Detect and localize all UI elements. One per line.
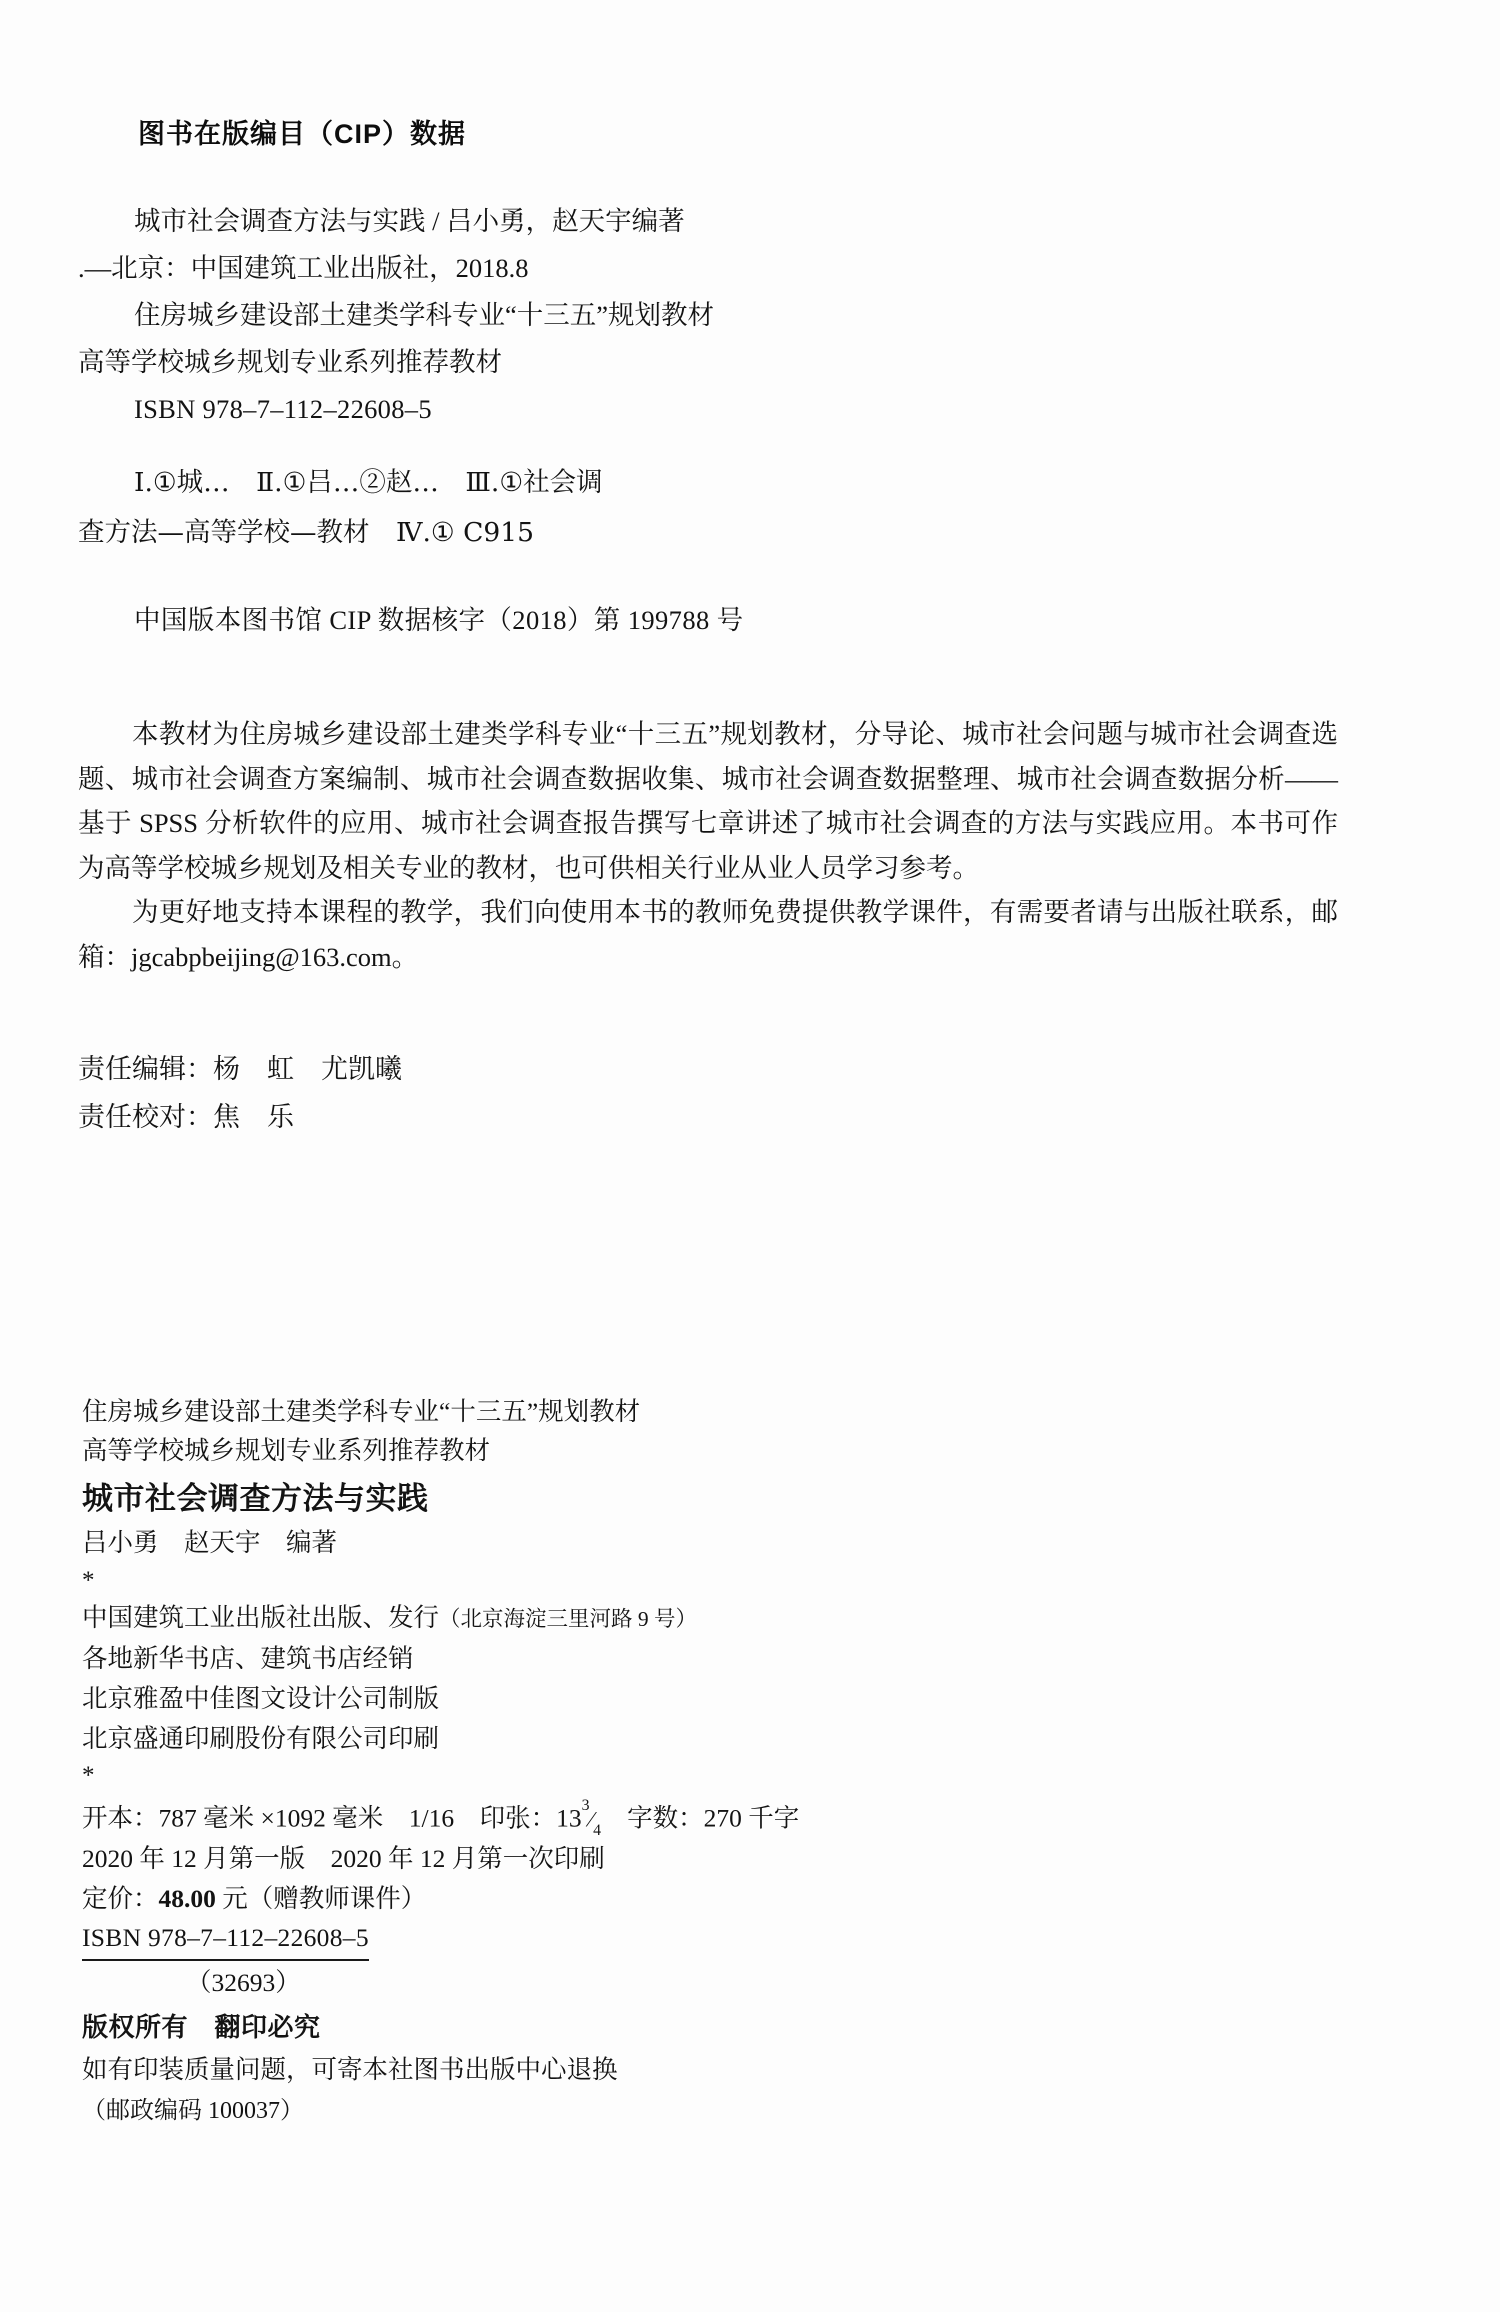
fraction-numerator: 3 — [581, 1796, 590, 1814]
colophon-star-divider-bottom: * — [82, 1762, 95, 1789]
return-policy-notice: 如有印装质量问题，可寄本社图书出版中心退换 — [82, 2054, 618, 2084]
cip-series-line-2: 高等学校城乡规划专业系列推荐教材 — [78, 347, 502, 377]
responsible-editor: 责任编辑：杨 虹 尤凯曦 — [78, 1054, 402, 1084]
colophon-authors: 吕小勇 赵天宇 编著 — [82, 1528, 338, 1557]
cip-class-line-1: Ⅰ.①城… Ⅱ.①吕…②赵… Ⅲ.①社会调 — [134, 467, 603, 498]
colophon-publisher — [82, 1598, 1082, 1639]
fraction-slash: ⁄ — [589, 1807, 594, 1832]
colophon-publisher-address: （北京海淀三里河路 9 号） — [439, 1607, 698, 1631]
colophon-publisher-main: 中国建筑工业出版社出版、发行 — [82, 1603, 440, 1632]
colophon-book-title: 城市社会调查方法与实践 — [82, 1481, 429, 1516]
cip-title-line: 城市社会调查方法与实践 / 吕小勇，赵天宇编著 — [134, 206, 685, 236]
abstract-paragraph-1: 本教材为住房城乡建设部土建类学科专业“十三五”规划教材，分导论、城市社会问题与城市社会调查选题、城市社会调查方案编制、城市社会调查数据收集、城市社会调查数据整理、城市社会调查数据分析——基于 SPSS 分析软件的应用、城市社会调查报告撰写七章讲述了城市社会调查的方法与实践应用。本书可作为高等学校城乡规划及相关专业的教材，也可供相关行业从业人员学习参考。 — [78, 719, 1338, 883]
abstract-paragraph-2: 为更好地支持本课程的教学，我们向使用本书的教师免费提供教学课件，有需要者请与出版社联系，邮箱：jgcabpbeijing@163.com。 — [78, 897, 1338, 972]
editorial-credits — [78, 1045, 402, 1141]
fraction-denominator: 4 — [593, 1822, 602, 1840]
cip-classification — [78, 458, 1128, 558]
colophon-distribution: 各地新华书店、建筑书店经销 — [82, 1644, 414, 1673]
colophon-typesetting: 北京雅盈中佳图文设计公司制版 — [82, 1684, 440, 1713]
colophon-series-line-2: 高等学校城乡规划专业系列推荐教材 — [82, 1436, 491, 1465]
colophon-internal-code: （32693） — [186, 1967, 301, 1997]
colophon-isbn: ISBN 978–7–112–22608–5 — [82, 1919, 369, 1961]
print-sheet-fraction — [581, 1793, 602, 1840]
cip-class-line-2: 查方法—高等学校—教材 Ⅳ.① C915 — [78, 517, 534, 548]
responsible-proofreader: 责任校对：焦 乐 — [78, 1102, 294, 1132]
price-value: 48.00 — [158, 1883, 216, 1913]
colophon-star-divider-top: * — [82, 1567, 95, 1594]
cip-series-line-1: 住房城乡建设部土建类学科专业“十三五”规划教材 — [134, 300, 715, 330]
colophon-format-line — [82, 1793, 1082, 1839]
cip-isbn-line: ISBN 978–7–112–22608–5 — [134, 394, 432, 424]
colophon-format-suffix: 字数：270 千字 — [601, 1803, 800, 1833]
colophon-format-prefix: 开本：787 毫米 ×1092 毫米 1/16 印张：13 — [82, 1803, 582, 1833]
cip-verification-line: 中国版本图书馆 CIP 数据核字（2018）第 199788 号 — [134, 605, 744, 635]
price-label: 定价： — [82, 1883, 159, 1913]
copyright-notice: 版权所有 翻印必究 — [82, 2011, 321, 2042]
colophon — [82, 1392, 1082, 2131]
book-abstract — [78, 712, 1338, 979]
cip-publisher-line: .—北京：中国建筑工业出版社，2018.8 — [78, 253, 529, 283]
postal-code: （邮政编码 100037） — [82, 2097, 304, 2124]
colophon-series-line-1: 住房城乡建设部土建类学科专业“十三五”规划教材 — [82, 1397, 641, 1426]
price-suffix: 元（赠教师课件） — [215, 1883, 427, 1913]
colophon-price-line — [82, 1879, 1082, 1919]
cip-record — [78, 198, 1078, 433]
colophon-printing: 北京盛通印刷股份有限公司印刷 — [82, 1724, 440, 1753]
colophon-edition-line: 2020 年 12 月第一版 2020 年 12 月第一次印刷 — [82, 1843, 605, 1873]
cip-heading: 图书在版编目（CIP）数据 — [138, 119, 467, 149]
